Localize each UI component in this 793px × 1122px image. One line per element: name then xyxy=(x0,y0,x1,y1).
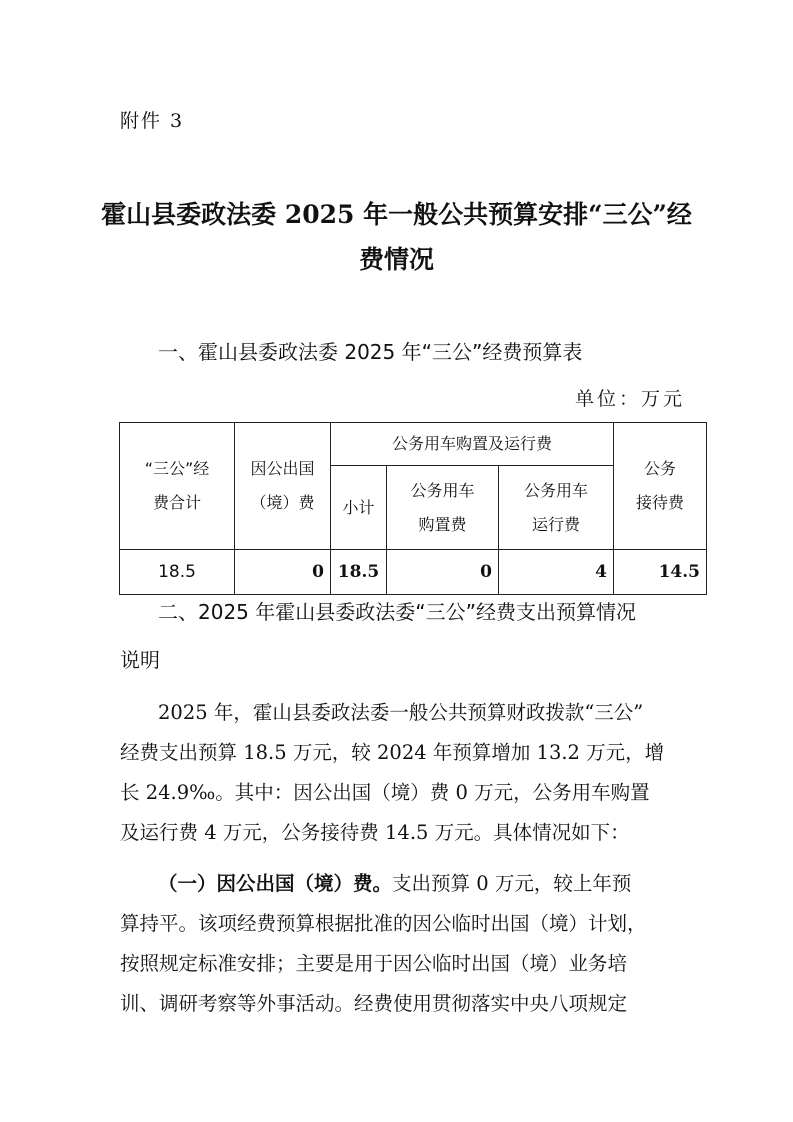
unit-label: 单位：万元 xyxy=(575,388,686,410)
header-abroad: 因公出国 （境）费 xyxy=(235,423,331,550)
header-vehicle-purchase: 公务用车 购置费 xyxy=(387,466,499,550)
paragraph2-line4: 训、调研考察等外事活动。经费使用贯彻落实中央八项规定 xyxy=(120,992,628,1015)
section1-heading: 一、霍山县委政法委 2025 年“三公”经费预算表 xyxy=(158,340,583,364)
value-vehicle-operation: 4 xyxy=(499,550,614,595)
header-total: “三公”经 费合计 xyxy=(120,423,235,550)
subsection-heading: （一）因公出国（境）费。 xyxy=(158,872,393,895)
paragraph2-line1: （一）因公出国（境）费。支出预算 0 万元，较上年预 xyxy=(158,872,632,895)
paragraph2-line2: 算持平。该项经费预算根据批准的因公临时出国（境）计划， xyxy=(120,912,647,935)
section2-heading-line2: 说明 xyxy=(120,648,160,672)
paragraph1-line4: 及运行费 4 万元，公务接待费 14.5 万元。具体情况如下： xyxy=(120,821,630,844)
paragraph1-line3: 长 24.9‰。其中：因公出国（境）费 0 万元，公务用车购置 xyxy=(120,781,650,804)
paragraph1-line2: 经费支出预算 18.5 万元，较 2024 年预算增加 13.2 万元，增 xyxy=(120,741,665,764)
header-vehicle-group: 公务用车购置及运行费 xyxy=(331,423,614,466)
budget-table xyxy=(119,422,707,595)
attachment-label: 附件 3 xyxy=(120,110,185,132)
value-subtotal: 18.5 xyxy=(331,550,387,595)
value-reception: 14.5 xyxy=(614,550,707,595)
section2-heading-line1: 二、2025 年霍山县委政法委“三公”经费支出预算情况 xyxy=(158,600,636,624)
paragraph1-line1: 2025 年，霍山县委政法委一般公共预算财政拨款“三公” xyxy=(158,701,644,724)
value-total: 18.5 xyxy=(120,550,235,595)
paragraph2-line3: 按照规定标准安排；主要是用于因公临时出国（境）业务培 xyxy=(120,952,628,975)
value-abroad: 0 xyxy=(235,550,331,595)
header-vehicle-operation: 公务用车 运行费 xyxy=(499,466,614,550)
document-title-line2: 费情况 xyxy=(358,245,434,274)
header-reception: 公务 接待费 xyxy=(614,423,707,550)
document-title-line1: 霍山县委政法委 2025 年一般公共预算安排“三公”经 xyxy=(101,200,692,229)
value-vehicle-purchase: 0 xyxy=(387,550,499,595)
header-subtotal: 小计 xyxy=(331,466,387,550)
